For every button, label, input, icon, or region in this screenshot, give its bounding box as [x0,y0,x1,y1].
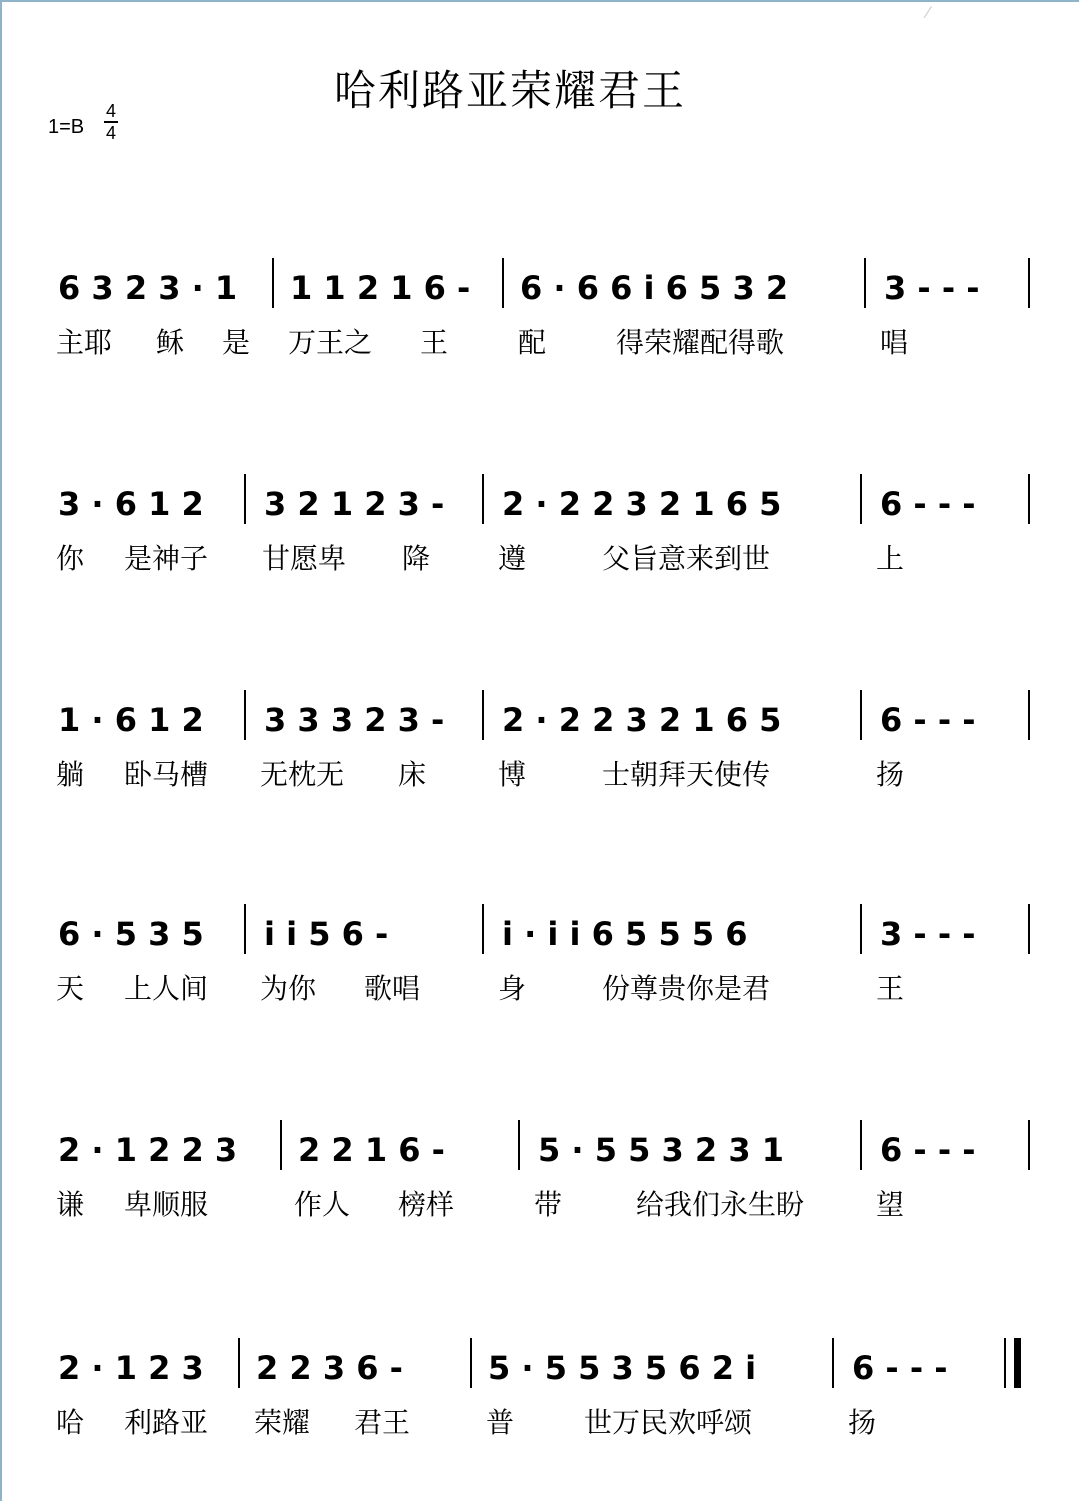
barline [860,904,862,954]
score-system-6 [0,1338,1079,1468]
measure-1: 1 · 6 1 2 [58,701,204,739]
lyric: 床 [398,758,427,791]
lyric: 身 [498,972,527,1005]
lyric: 躺 [56,758,85,791]
barline [864,258,866,308]
lyric: 君王 [354,1406,411,1439]
measure-1: 6 · 5 3 5 [58,915,204,953]
final-barline-thin [1004,1338,1006,1388]
lyrics-row [0,750,1079,800]
lyrics-row [0,964,1079,1014]
barline [1028,258,1030,308]
measure-3: 6 · 6 6 i 6 5 3 2 [520,269,789,307]
lyrics-row [0,1398,1079,1448]
lyrics-row [0,318,1079,368]
lyric: 得荣耀配得歌 [616,326,785,359]
lyric: 荣耀 [254,1406,311,1439]
lyric: 为你 [260,972,317,1005]
lyric: 扬 [876,758,905,791]
barline [470,1338,472,1388]
measure-3: 5 · 5 5 3 5 6 2 i [488,1349,757,1387]
lyric: 作人 [294,1188,351,1221]
measure-3: i · i i 6 5 5 5 6 [502,915,748,953]
score-system-3 [0,690,1079,820]
barline [860,474,862,524]
measure-4: 6 - - - [852,1349,948,1387]
lyric: 卑顺服 [124,1188,209,1221]
measure-1: 3 · 6 1 2 [58,485,204,523]
barline [244,904,246,954]
lyric: 你 [56,542,85,575]
barline [832,1338,834,1388]
barline [238,1338,240,1388]
lyric: 普 [486,1406,515,1439]
lyric: 利路亚 [124,1406,209,1439]
barline [482,690,484,740]
time-signature [104,102,118,142]
lyric: 甘愿卑 [262,542,347,575]
barline [502,258,504,308]
measure-3: 5 · 5 5 3 2 3 1 [538,1131,784,1169]
measure-4: 6 - - - [880,701,976,739]
final-barline-thick [1014,1338,1021,1388]
corner-mark: ⁄ [926,3,929,22]
measure-4: 3 - - - [880,915,976,953]
measure-2: 2 2 3 6 - [256,1349,403,1387]
barline [1028,1120,1030,1170]
lyrics-row [0,534,1079,584]
measure-4: 6 - - - [880,1131,976,1169]
barline [860,690,862,740]
lyric: 上人间 [124,972,209,1005]
lyric: 主耶 [56,326,113,359]
barline [860,1120,862,1170]
lyric: 王 [876,972,905,1005]
measure-2: 3 3 3 2 3 - [264,701,445,739]
measure-2: 2 2 1 6 - [298,1131,445,1169]
measure-2: 1 1 2 1 6 - [290,269,471,307]
barline [1028,690,1030,740]
lyrics-row [0,1180,1079,1230]
barline [244,474,246,524]
measure-1: 2 · 1 2 2 3 [58,1131,238,1169]
lyric: 卧马槽 [124,758,209,791]
lyric: 谦 [56,1188,85,1221]
lyric: 带 [534,1188,563,1221]
barline [280,1120,282,1170]
score-system-5 [0,1120,1079,1250]
song-title: 哈利路亚荣耀君王 [333,66,686,115]
lyric: 稣 [156,326,185,359]
measure-4: 3 - - - [884,269,980,307]
lyric: 父旨意来到世 [602,542,771,575]
lyric: 望 [876,1188,905,1221]
lyric: 歌唱 [364,972,421,1005]
lyric: 扬 [848,1406,877,1439]
lyric: 降 [402,542,431,575]
measure-3: 2 · 2 2 3 2 1 6 5 [502,485,782,523]
lyric: 无枕无 [260,758,345,791]
lyric: 是神子 [124,542,209,575]
lyric: 给我们永生盼 [636,1188,805,1221]
lyric: 遵 [498,542,527,575]
lyric: 榜样 [398,1188,455,1221]
barline [1028,904,1030,954]
lyric: 份尊贵你是君 [602,972,771,1005]
lyric: 王 [420,326,449,359]
score-system-1 [0,258,1079,388]
measure-1: 6 3 2 3 · 1 [58,269,238,307]
measure-4: 6 - - - [880,485,976,523]
barline [518,1120,520,1170]
lyric: 世万民欢呼颂 [584,1406,753,1439]
barline [482,474,484,524]
lyric: 万王之 [288,326,373,359]
measure-3: 2 · 2 2 3 2 1 6 5 [502,701,782,739]
score-system-2 [0,474,1079,604]
barline [244,690,246,740]
key-signature: 1=B [48,116,85,138]
lyric: 哈 [56,1406,85,1439]
measure-2: 3 2 1 2 3 - [264,485,445,523]
lyric: 天 [56,972,85,1005]
measure-2: i i 5 6 - [264,915,389,953]
time-signature-bottom: 4 [105,123,116,143]
lyric: 唱 [880,326,909,359]
lyric: 士朝拜天使传 [602,758,771,791]
barline [1028,474,1030,524]
lyric: 博 [498,758,527,791]
time-signature-top: 4 [105,101,116,121]
measure-1: 2 · 1 2 3 [58,1349,204,1387]
barline [482,904,484,954]
lyric: 是 [222,326,251,359]
lyric: 上 [876,542,905,575]
lyric: 配 [518,326,547,359]
score-system-4 [0,904,1079,1034]
barline [272,258,274,308]
